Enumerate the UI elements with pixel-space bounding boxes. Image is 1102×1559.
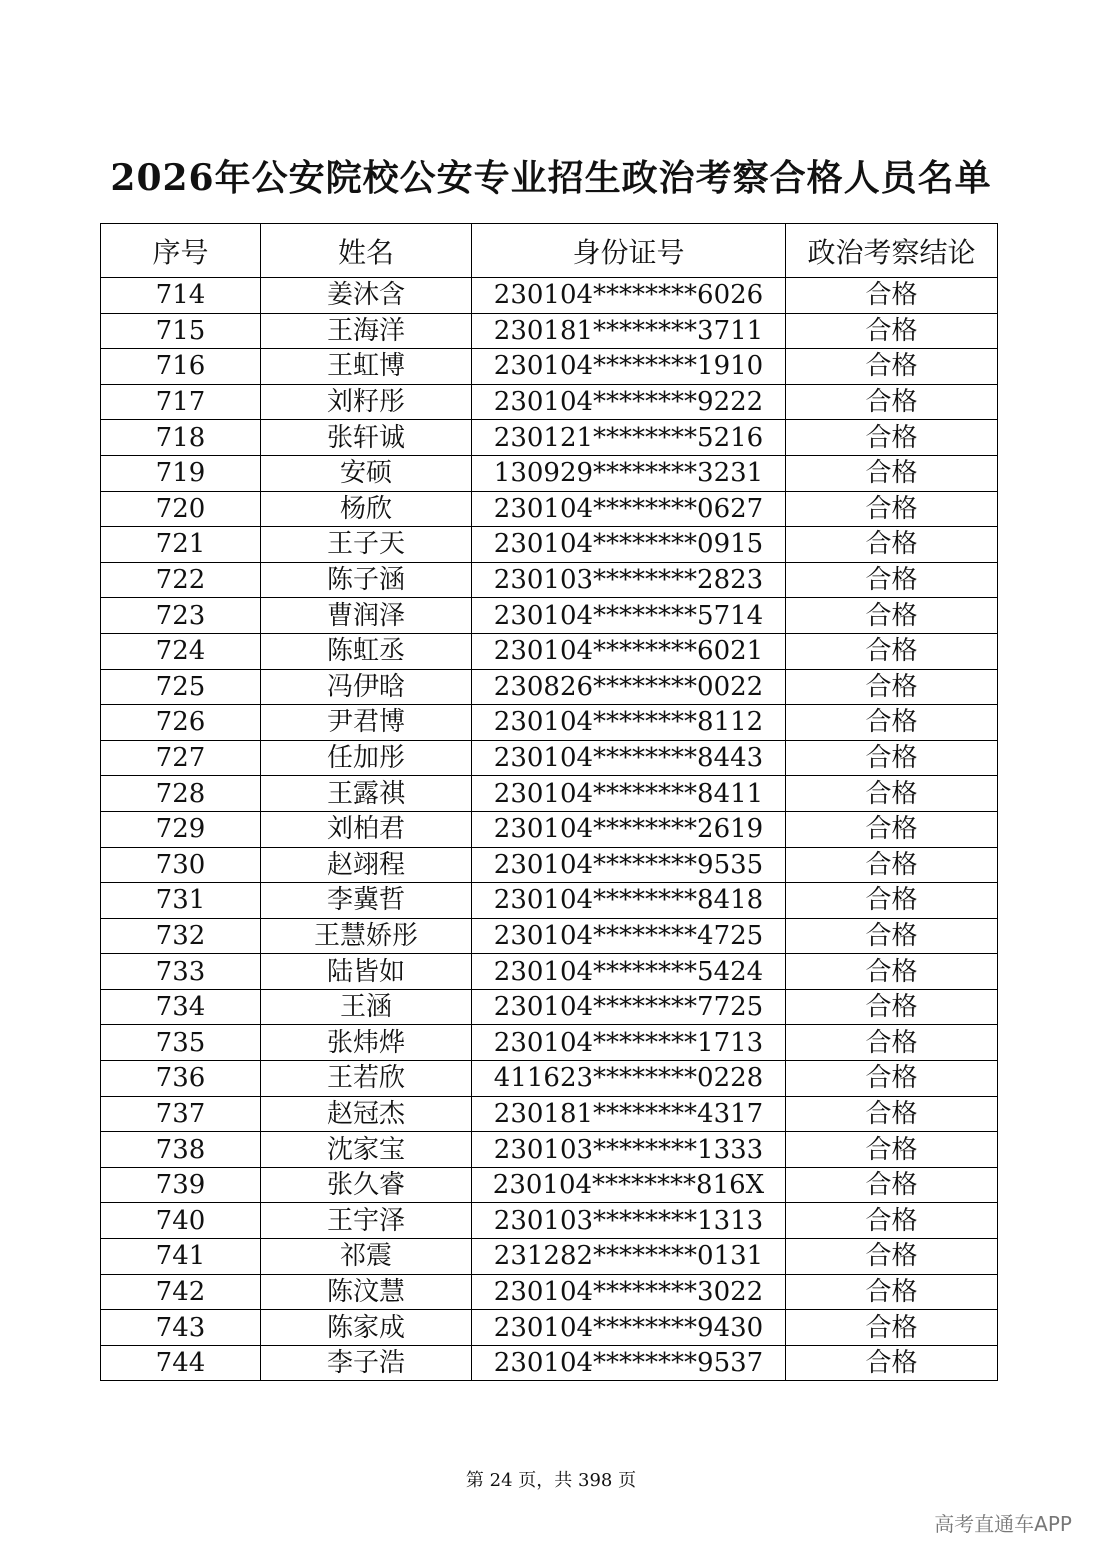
table-row — [101, 1274, 998, 1310]
index-cell: 714 — [101, 278, 261, 314]
name-cell: 赵翊程 — [261, 847, 472, 883]
id-number-cell: 230104********8112 — [472, 705, 786, 741]
result-cell: 合格 — [786, 420, 998, 456]
name-cell: 姜沐含 — [261, 278, 472, 314]
index-cell: 720 — [101, 491, 261, 527]
table-row — [101, 1310, 998, 1346]
table-row — [101, 1132, 998, 1168]
column-header-result: 政治考察结论 — [786, 224, 998, 278]
result-cell: 合格 — [786, 1274, 998, 1310]
result-cell: 合格 — [786, 598, 998, 634]
name-cell: 安硕 — [261, 455, 472, 491]
name-cell: 王宇泽 — [261, 1203, 472, 1239]
index-cell: 716 — [101, 349, 261, 385]
index-cell: 715 — [101, 313, 261, 349]
watermark: 高考直通车APP — [934, 1512, 1072, 1536]
table-row — [101, 420, 998, 456]
id-number-cell: 231282********0131 — [472, 1239, 786, 1275]
column-header-name: 姓名 — [261, 224, 472, 278]
table-row — [101, 278, 998, 314]
index-cell: 739 — [101, 1167, 261, 1203]
name-cell: 赵冠杰 — [261, 1096, 472, 1132]
index-cell: 736 — [101, 1061, 261, 1097]
id-number-cell: 130929********3231 — [472, 455, 786, 491]
name-cell: 杨欣 — [261, 491, 472, 527]
name-cell: 李子浩 — [261, 1345, 472, 1381]
table-body — [101, 278, 998, 1381]
table-row — [101, 598, 998, 634]
table-row — [101, 1025, 998, 1061]
result-cell: 合格 — [786, 1167, 998, 1203]
table-row — [101, 740, 998, 776]
result-cell: 合格 — [786, 989, 998, 1025]
name-cell: 王虹博 — [261, 349, 472, 385]
result-cell: 合格 — [786, 1096, 998, 1132]
index-cell: 731 — [101, 883, 261, 919]
id-number-cell: 230104********0627 — [472, 491, 786, 527]
table-row — [101, 1239, 998, 1275]
name-cell: 刘籽彤 — [261, 384, 472, 420]
id-number-cell: 230103********1333 — [472, 1132, 786, 1168]
id-number-cell: 230104********3022 — [472, 1274, 786, 1310]
result-cell: 合格 — [786, 633, 998, 669]
name-cell: 张轩诚 — [261, 420, 472, 456]
result-cell: 合格 — [786, 1025, 998, 1061]
table-row — [101, 811, 998, 847]
result-cell: 合格 — [786, 705, 998, 741]
table-row — [101, 776, 998, 812]
result-cell: 合格 — [786, 562, 998, 598]
column-header-id-number: 身份证号 — [472, 224, 786, 278]
table-row — [101, 491, 998, 527]
index-cell: 717 — [101, 384, 261, 420]
index-cell: 729 — [101, 811, 261, 847]
id-number-cell: 230104********2619 — [472, 811, 786, 847]
table-row — [101, 669, 998, 705]
table-row — [101, 384, 998, 420]
index-cell: 737 — [101, 1096, 261, 1132]
roster-table — [100, 223, 998, 1381]
result-cell: 合格 — [786, 776, 998, 812]
result-cell: 合格 — [786, 918, 998, 954]
id-number-cell: 230104********7725 — [472, 989, 786, 1025]
name-cell: 张久睿 — [261, 1167, 472, 1203]
result-cell: 合格 — [786, 1132, 998, 1168]
id-number-cell: 230181********4317 — [472, 1096, 786, 1132]
result-cell: 合格 — [786, 455, 998, 491]
index-cell: 725 — [101, 669, 261, 705]
table-row — [101, 313, 998, 349]
index-cell: 740 — [101, 1203, 261, 1239]
result-cell: 合格 — [786, 954, 998, 990]
index-cell: 721 — [101, 527, 261, 563]
table-row — [101, 1096, 998, 1132]
index-cell: 744 — [101, 1345, 261, 1381]
id-number-cell: 230181********3711 — [472, 313, 786, 349]
id-number-cell: 230104********9430 — [472, 1310, 786, 1346]
name-cell: 刘柏君 — [261, 811, 472, 847]
id-number-cell: 230104********1910 — [472, 349, 786, 385]
id-number-cell: 230121********5216 — [472, 420, 786, 456]
index-cell: 741 — [101, 1239, 261, 1275]
table-row — [101, 633, 998, 669]
name-cell: 王露祺 — [261, 776, 472, 812]
table-row — [101, 527, 998, 563]
id-number-cell: 230104********816X — [472, 1167, 786, 1203]
name-cell: 尹君博 — [261, 705, 472, 741]
result-cell: 合格 — [786, 1203, 998, 1239]
id-number-cell: 230104********6021 — [472, 633, 786, 669]
table-row — [101, 918, 998, 954]
table-row — [101, 705, 998, 741]
result-cell: 合格 — [786, 669, 998, 705]
name-cell: 任加彤 — [261, 740, 472, 776]
index-cell: 730 — [101, 847, 261, 883]
index-cell: 724 — [101, 633, 261, 669]
page-footer: 第 24 页，共 398 页 — [465, 1470, 637, 1491]
id-number-cell: 230826********0022 — [472, 669, 786, 705]
name-cell: 陈虹丞 — [261, 633, 472, 669]
index-cell: 733 — [101, 954, 261, 990]
table-row — [101, 954, 998, 990]
result-cell: 合格 — [786, 527, 998, 563]
id-number-cell: 230104********9537 — [472, 1345, 786, 1381]
table-row — [101, 562, 998, 598]
id-number-cell: 230104********8443 — [472, 740, 786, 776]
id-number-cell: 230104********1713 — [472, 1025, 786, 1061]
id-number-cell: 230104********0915 — [472, 527, 786, 563]
table-row — [101, 349, 998, 385]
name-cell: 冯伊晗 — [261, 669, 472, 705]
result-cell: 合格 — [786, 1345, 998, 1381]
id-number-cell: 230103********2823 — [472, 562, 786, 598]
index-cell: 743 — [101, 1310, 261, 1346]
result-cell: 合格 — [786, 740, 998, 776]
table-row — [101, 1167, 998, 1203]
table-row — [101, 455, 998, 491]
name-cell: 沈家宝 — [261, 1132, 472, 1168]
document-title: 2026年公安院校公安专业招生政治考察合格人员名单 — [110, 157, 992, 199]
name-cell: 陈子涵 — [261, 562, 472, 598]
id-number-cell: 230104********5714 — [472, 598, 786, 634]
name-cell: 张炜烨 — [261, 1025, 472, 1061]
id-number-cell: 411623********0228 — [472, 1061, 786, 1097]
index-cell: 732 — [101, 918, 261, 954]
table-header-row — [101, 224, 998, 278]
column-header-index: 序号 — [101, 224, 261, 278]
index-cell: 718 — [101, 420, 261, 456]
table-row — [101, 847, 998, 883]
id-number-cell: 230104********6026 — [472, 278, 786, 314]
id-number-cell: 230104********8411 — [472, 776, 786, 812]
index-cell: 719 — [101, 455, 261, 491]
id-number-cell: 230104********4725 — [472, 918, 786, 954]
result-cell: 合格 — [786, 384, 998, 420]
result-cell: 合格 — [786, 1239, 998, 1275]
name-cell: 陈汶慧 — [261, 1274, 472, 1310]
name-cell: 王子天 — [261, 527, 472, 563]
result-cell: 合格 — [786, 847, 998, 883]
table-row — [101, 989, 998, 1025]
index-cell: 728 — [101, 776, 261, 812]
id-number-cell: 230104********5424 — [472, 954, 786, 990]
name-cell: 王涵 — [261, 989, 472, 1025]
index-cell: 738 — [101, 1132, 261, 1168]
result-cell: 合格 — [786, 491, 998, 527]
index-cell: 742 — [101, 1274, 261, 1310]
name-cell: 李冀哲 — [261, 883, 472, 919]
name-cell: 陈家成 — [261, 1310, 472, 1346]
table-row — [101, 883, 998, 919]
id-number-cell: 230103********1313 — [472, 1203, 786, 1239]
name-cell: 祁震 — [261, 1239, 472, 1275]
table-row — [101, 1061, 998, 1097]
table-row — [101, 1345, 998, 1381]
result-cell: 合格 — [786, 278, 998, 314]
table-row — [101, 1203, 998, 1239]
name-cell: 王若欣 — [261, 1061, 472, 1097]
result-cell: 合格 — [786, 883, 998, 919]
result-cell: 合格 — [786, 1061, 998, 1097]
index-cell: 722 — [101, 562, 261, 598]
result-cell: 合格 — [786, 1310, 998, 1346]
id-number-cell: 230104********9222 — [472, 384, 786, 420]
result-cell: 合格 — [786, 349, 998, 385]
name-cell: 王慧娇彤 — [261, 918, 472, 954]
index-cell: 727 — [101, 740, 261, 776]
index-cell: 734 — [101, 989, 261, 1025]
id-number-cell: 230104********8418 — [472, 883, 786, 919]
result-cell: 合格 — [786, 313, 998, 349]
index-cell: 735 — [101, 1025, 261, 1061]
result-cell: 合格 — [786, 811, 998, 847]
name-cell: 曹润泽 — [261, 598, 472, 634]
name-cell: 陆皆如 — [261, 954, 472, 990]
index-cell: 723 — [101, 598, 261, 634]
index-cell: 726 — [101, 705, 261, 741]
id-number-cell: 230104********9535 — [472, 847, 786, 883]
name-cell: 王海洋 — [261, 313, 472, 349]
